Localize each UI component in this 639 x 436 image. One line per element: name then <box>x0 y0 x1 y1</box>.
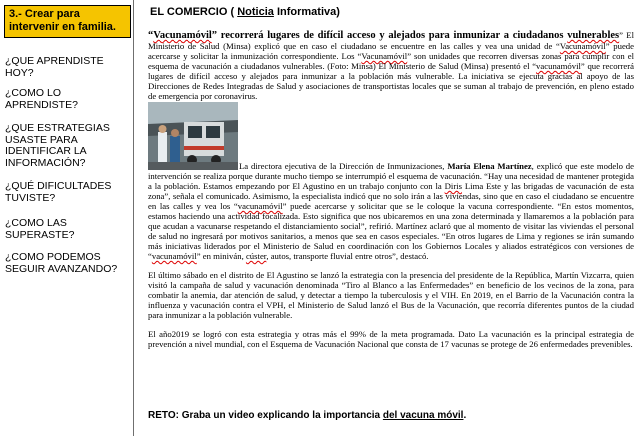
news-article <box>148 30 634 349</box>
page-title <box>150 5 340 19</box>
question-item: ¿ QUÉ DIFICULTADES TUVISTE? <box>5 181 133 204</box>
question-item: ¿ COMO LO APRENDISTE? <box>5 88 133 111</box>
article-paragraph: El año2019 se logró con esta estrategia y otras más el 99% de la meta programada. Dato La vacunación es la principal estrategia de prevención a nivel mundial, con el Esquema de Vacunación Nacional que consta de 17 vacunas se protege de 26 enfermedades prevenibles. <box>148 329 634 349</box>
article-intro: “Vacunamóvil” recorrerá lugares de difícil acceso y alejados para inmunizar a ciudadanos vulnerables” El Ministerio de Salud (Minsa) explicó que en caso el ciudadano se encuentre en las calles y vea una unidad de “Vacunamóvil” puede acercarse y solicitar la inmunización correspondiente. Los “Vacunamóvil” son unidades que recorren diversas zonas para cumplir con el esquema de vacunación a ciudadanos vulnerables. (Foto: Minsa) El Ministerio de Salud (Minsa) presentó el “vacunamóvil” que recorrerá lugares de difícil acceso y alejados para inmunizar a la población más vulnerable. La iniciativa se ejecuta gracias al apoyo de las Direcciones de Redes Integradas de Salud y asociaciones de transportistas locales que se suman al trabajo de prevención, en pleno estado de emergencia por coronavirus. <box>148 30 634 101</box>
vaccination-photo <box>148 102 238 170</box>
challenge-text: RETO: Graba un video explicando la importancia del vacuna móvil. <box>148 410 467 421</box>
title-link-word: Noticia <box>237 6 274 18</box>
question-item: ¿ QUE APRENDISTE HOY? <box>5 56 133 79</box>
article-headline: “Vacunamóvil” recorrerá lugares de difícil acceso y alejados para inmunizar a ciudadanos vulnerables <box>148 30 620 41</box>
question-item: ¿ COMO LAS SUPERASTE? <box>5 218 133 241</box>
title-prefix: EL COMERCIO ( <box>150 6 238 18</box>
article-paragraph: La directora ejecutiva de la Dirección de Inmunizaciones, María Elena Martínez, explicó que este modelo de intervención se realiza porque durante mucho tiempo se interrumpió el esquema de vacunación. “Hay una necesidad de mantener protegida a la población. Estamos empezando por El Agustino en un trabajo conjunto con la Diris Lima Este y las brigadas de vacunación de esta zona”, señala el comunicado. Asimismo, la especialista indicó que no solo irán a las viviendas, sino que en caso el ciudadano se encuentre en las calles y vea los “vacunamóvil” puede acercarse y solicitar que se le coloque la vacuna correspondiente. “En estos momentos, estamos haciendo una actividad focalizada. Esto significa que nos ubicaremos en una zona determinada y llamaremos a la población para que acudan a vacunarse respetando el distanciamiento social”, refirió. Martínez aclaró que al momento de visitar las viviendas el personal de salud no ingresará por motivos sanitarios, a menos que sea en casos especiales. “En otros lugares de Lima y regiones se irán sumando más iniciativas liderados por el Ministerio de Salud en coordinación con los Gobiernos Locales y aliados estratégicos con versiones de “vacunamóvil” en miniván, cúster, autos, transporte fluvial entre otros”, destacó. <box>148 161 634 261</box>
sidebar <box>0 0 134 436</box>
title-suffix: Informativa) <box>273 6 340 18</box>
section-heading: 3.- Crear para intervenir en familia. <box>4 5 131 38</box>
article-paragraph: El último sábado en el distrito de El Agustino se lanzó la estrategia con la presencia del presidente de la República, Martín Vizcarra, quien visitó la campaña de salud y vacunación denominada “Tiro al Blanco a las Enfermedades” en beneficio de los vecinos de la zona, para combatir la anemia, dar atención de salud, y detectar a tiempo la tuberculosis y el VIH. En 2019, en el Barrio de la Vacunación contra la influenza y vacunación contra el VPH, el Ministerio de Salud lanzó el Bus de la Vacunación, que recorría diferentes puntos de la ciudad para inmunizar a la población vulnerable. <box>148 270 634 320</box>
question-item: ¿ COMO PODEMOS SEGUIR AVANZANDO? <box>5 252 133 275</box>
question-item: ¿ QUE ESTRATEGIAS USASTE PARA IDENTIFICAR LA INFORMACIÓN? <box>5 123 133 169</box>
photo-paragraph <box>148 102 634 261</box>
